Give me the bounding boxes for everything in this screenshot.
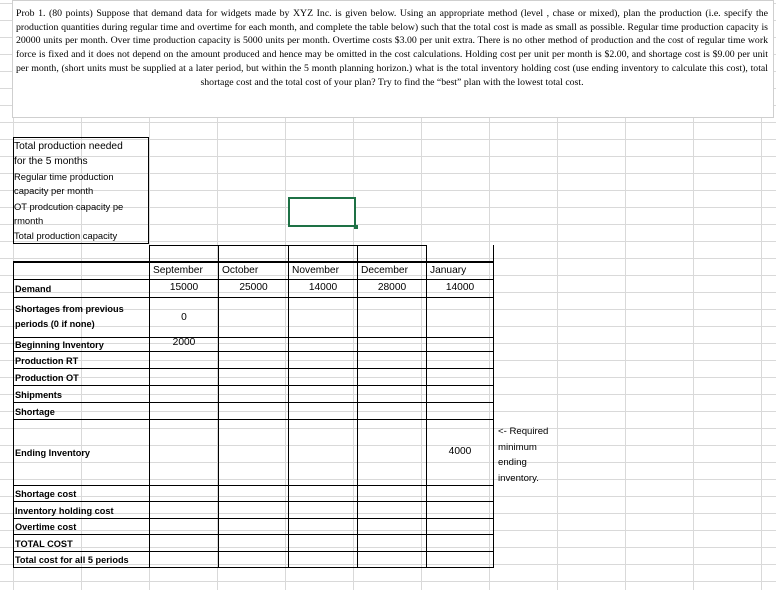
month-header-october: October — [222, 265, 259, 276]
row-label-shortage: Shortage — [15, 407, 55, 417]
note-line-4: inventory. — [498, 472, 539, 484]
demand-october[interactable]: 25000 — [239, 282, 268, 293]
ending-inventory-january[interactable]: 4000 — [448, 446, 472, 457]
row-label-total-cost-all: Total cost for all 5 periods — [15, 555, 129, 565]
row-label-production-ot: Production OT — [15, 373, 79, 383]
demand-september[interactable]: 15000 — [169, 282, 199, 293]
required-ending-note — [498, 424, 548, 486]
problem-statement: Prob 1. (80 points) Suppose that demand data for widgets made by XYZ Inc. is given below. Using an appropriate method (level , chase or mixed), plan the production (i.e. specify the production quantities during regular time and overtime for each month, and complete the table below) such that the total cost is made as small as possible. Regular time production capacity is 20000 units per month. Over time production capacity is 5000 units per month. Overtime costs $3.00 per unit extra. There is no other method of production and the cost of regular time work force is fixed and it does not depend on the amount produced and hence may be omitted in the cost calculations. Holding cost per unit per month is $2.00, and shortage cost is $9.00 per unit per month, (short units must be supplied at a later period, but within the 5 month planning horizon.) what is the total inventory holding cost (use ending inventory to calculate this cost), total shortage cost and the total cost of your plan? Try to find the “best” plan with the lowest total cost. — [16, 8, 768, 88]
month-header-january: January — [430, 265, 467, 276]
month-header-november: November — [292, 265, 339, 276]
row-label-total-cost: TOTAL COST — [15, 539, 73, 549]
row-label-inventory-holding-cost: Inventory holding cost — [15, 506, 114, 516]
month-header-september: September — [153, 265, 203, 276]
demand-december[interactable]: 28000 — [377, 282, 407, 293]
row-label-demand: Demand — [15, 284, 52, 294]
note-line-2: minimum — [498, 441, 537, 453]
demand-january[interactable]: 14000 — [445, 282, 475, 293]
ot-capacity-label-2: rmonth — [14, 215, 44, 226]
row-label-production-rt: Production RT — [15, 356, 79, 366]
row-label-shortages-prev-2: periods (0 if none) — [15, 319, 95, 329]
shortages-prev-september[interactable]: 0 — [181, 312, 187, 323]
note-line-1: <- Required — [498, 426, 549, 437]
row-label-ending-inventory: Ending Inventory — [15, 448, 91, 458]
total-needed-label-2: for the 5 months — [14, 156, 88, 167]
total-needed-label-1: Total production needed — [14, 141, 123, 152]
row-label-shortages-prev-1: Shortages from previous — [15, 304, 124, 314]
total-capacity-label: Total production capacity — [14, 230, 118, 241]
ot-capacity-label-1: OT prodcution capacity pe — [14, 201, 124, 212]
demand-november[interactable]: 14000 — [308, 282, 338, 293]
month-header-december: December — [361, 265, 408, 276]
row-label-shipments: Shipments — [15, 390, 62, 400]
note-line-3: ending — [498, 457, 527, 468]
row-label-beginning-inventory: Beginning Inventory — [15, 340, 104, 350]
beginning-inventory-september[interactable]: 2000 — [172, 337, 196, 348]
regular-capacity-label-2: capacity per month — [14, 185, 94, 196]
row-label-shortage-cost: Shortage cost — [15, 489, 77, 499]
regular-capacity-label-1: Regular time production — [14, 171, 114, 182]
row-label-overtime-cost: Overtime cost — [15, 522, 77, 532]
